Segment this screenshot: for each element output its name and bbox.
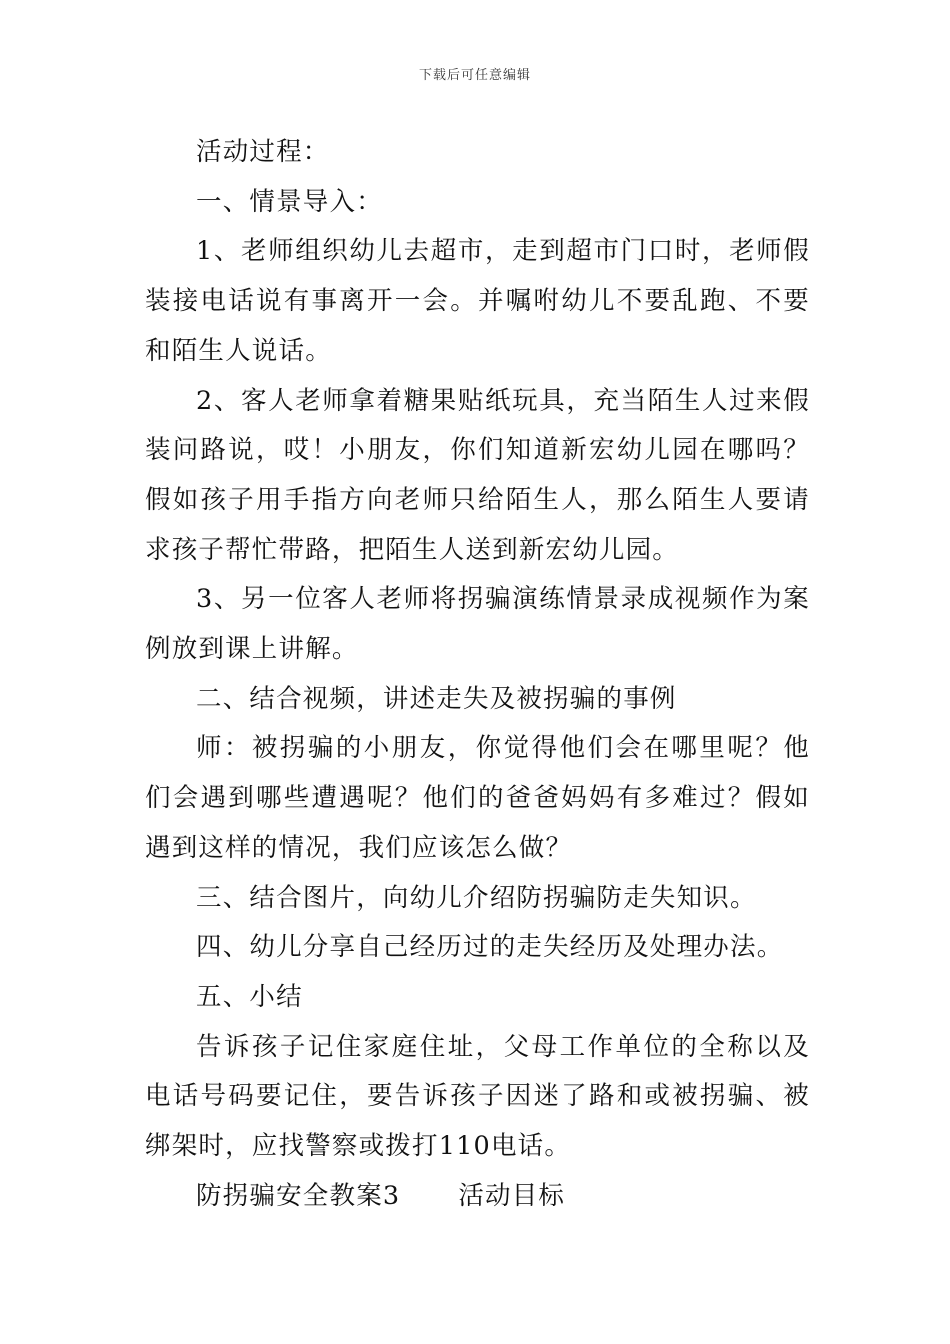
- paragraph-activity-process: 活动过程：: [196, 137, 330, 167]
- paragraph-summary: 告诉孩子记住家庭住址，父母工作单位的全称以及电话号码要记住，要告诉孩子因迷了路和或被拐骗、被绑架时，应找警察或拨打110电话。: [145, 1031, 810, 1162]
- paragraph-section-4-heading: 四、幼儿分享自己经历过的走失经历及处理办法。: [196, 932, 784, 963]
- paragraph-step-1: 1、老师组织幼儿去超市，走到超市门口时，老师假装接电话说有事离开一会。并嘱咐幼儿不要乱跑、不要和陌生人说话。: [145, 236, 810, 366]
- paragraph-section-3-heading: 三、结合图片，向幼儿介绍防拐骗防走失知识。: [196, 882, 757, 913]
- paragraph-section-2-heading: 二、结合视频，讲述走失及被拐骗的事例: [196, 683, 677, 714]
- paragraph-next-lesson: [145, 1172, 810, 1222]
- paragraph-teacher-question: 师：被拐骗的小朋友，你觉得他们会在哪里呢？他们会遇到哪些遭遇呢？他们的爸爸妈妈有多难过？假如遇到这样的情况，我们应该怎么做？: [145, 733, 810, 863]
- page-header-note: 下载后可任意编辑: [418, 68, 531, 83]
- next-lesson-subtitle: 活动目标: [458, 1180, 566, 1211]
- paragraph-step-2: 2、客人老师拿着糖果贴纸玩具，充当陌生人过来假装问路说，哎！小朋友，你们知道新宏幼儿园在哪吗？假如孩子用手指方向老师只给陌生人，那么陌生人要请求孩子帮忙带路，把陌生人送到新宏幼儿园。: [145, 385, 810, 565]
- paragraph-section-1-heading: 一、情景导入：: [196, 186, 383, 217]
- paragraph-section-5-heading: 五、小结: [196, 981, 303, 1012]
- paragraph-step-3: 3、另一位客人老师将拐骗演练情景录成视频作为案例放到课上讲解。: [145, 584, 810, 665]
- next-lesson-title: 防拐骗安全教案3: [196, 1180, 401, 1211]
- document-body: [145, 128, 810, 1221]
